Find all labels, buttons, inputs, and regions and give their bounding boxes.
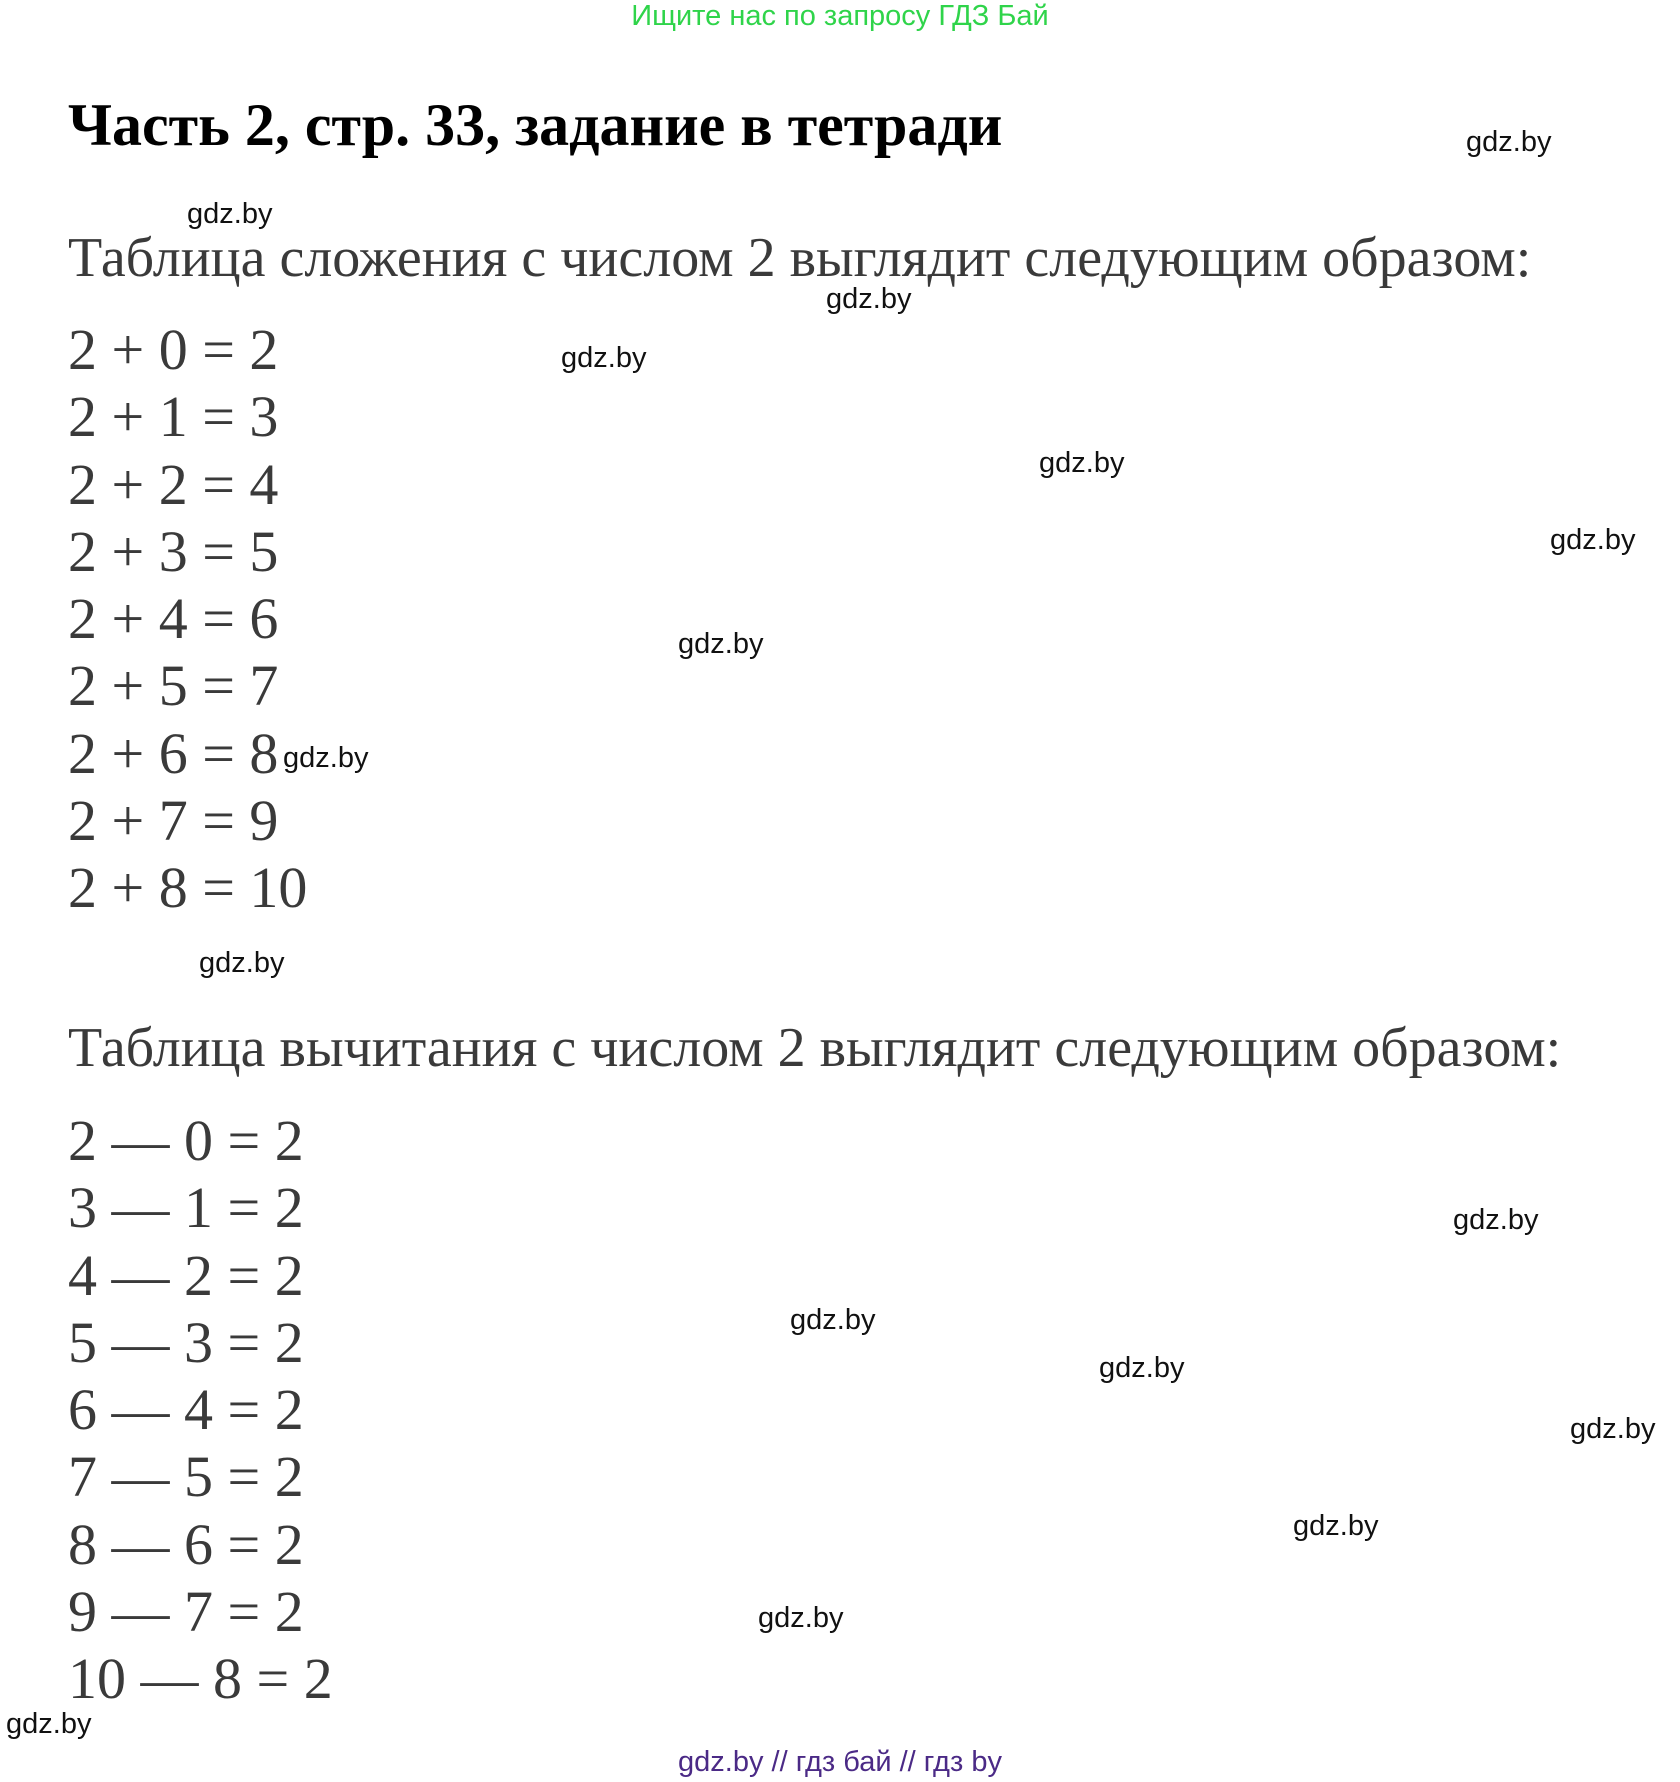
watermark: gdz.by bbox=[1570, 1413, 1656, 1445]
watermark: gdz.by bbox=[1293, 1510, 1379, 1542]
subtraction-equation: 8 — 6 = 2 bbox=[68, 1511, 304, 1577]
subtraction-equation: 9 — 7 = 2 bbox=[68, 1579, 304, 1645]
watermark: gdz.by bbox=[187, 198, 273, 230]
addition-equation: 2 + 2 = 4 bbox=[68, 451, 279, 517]
watermark: gdz.by bbox=[1099, 1352, 1185, 1384]
watermark: gdz.by bbox=[1039, 447, 1125, 479]
subtraction-equation: 6 — 4 = 2 bbox=[68, 1377, 304, 1443]
addition-table-intro: Таблица сложения с числом 2 выглядит следующим образом: bbox=[68, 227, 1532, 289]
watermark: gdz.by bbox=[758, 1602, 844, 1634]
addition-equation-list bbox=[68, 316, 307, 922]
subtraction-equation: 3 — 1 = 2 bbox=[68, 1175, 304, 1241]
watermark: gdz.by bbox=[826, 283, 912, 315]
watermark: gdz.by bbox=[1550, 524, 1636, 556]
addition-equation: 2 + 7 = 9 bbox=[68, 788, 279, 854]
watermark: gdz.by bbox=[1466, 126, 1552, 158]
subtraction-equation: 4 — 2 = 2 bbox=[68, 1242, 304, 1308]
subtraction-equation: 7 — 5 = 2 bbox=[68, 1444, 304, 1510]
top-banner: Ищите нас по запросу ГДЗ Бай bbox=[631, 0, 1049, 32]
watermark: gdz.by bbox=[561, 342, 647, 374]
addition-equation: 2 + 8 = 10 bbox=[68, 855, 308, 921]
subtraction-equation: 10 — 8 = 2 bbox=[68, 1646, 333, 1712]
addition-equation: 2 + 1 = 3 bbox=[68, 384, 279, 450]
subtraction-equation: 5 — 3 = 2 bbox=[68, 1309, 304, 1375]
addition-equation: 2 + 5 = 7 bbox=[68, 653, 279, 719]
addition-equation: 2 + 6 = 8 bbox=[68, 720, 279, 786]
watermark: gdz.by bbox=[6, 1708, 92, 1740]
addition-equation: 2 + 0 = 2 bbox=[68, 317, 279, 382]
addition-equation: 2 + 4 = 6 bbox=[68, 586, 279, 652]
watermark: gdz.by bbox=[790, 1304, 876, 1336]
watermark: gdz.by bbox=[199, 947, 285, 979]
watermark: gdz.by bbox=[283, 742, 369, 774]
footer-links: gdz.by // гдз бай // гдз by bbox=[678, 1746, 1002, 1778]
watermark: gdz.by bbox=[1453, 1204, 1539, 1236]
subtraction-table-intro: Таблица вычитания с числом 2 выглядит следующим образом: bbox=[68, 1017, 1562, 1079]
subtraction-equation: 2 — 0 = 2 bbox=[68, 1108, 304, 1173]
watermark: gdz.by bbox=[678, 628, 764, 660]
subtraction-equation-list bbox=[68, 1107, 333, 1713]
page-title: Часть 2, стр. 33, задание в тетради bbox=[68, 92, 1003, 158]
addition-equation: 2 + 3 = 5 bbox=[68, 518, 279, 584]
